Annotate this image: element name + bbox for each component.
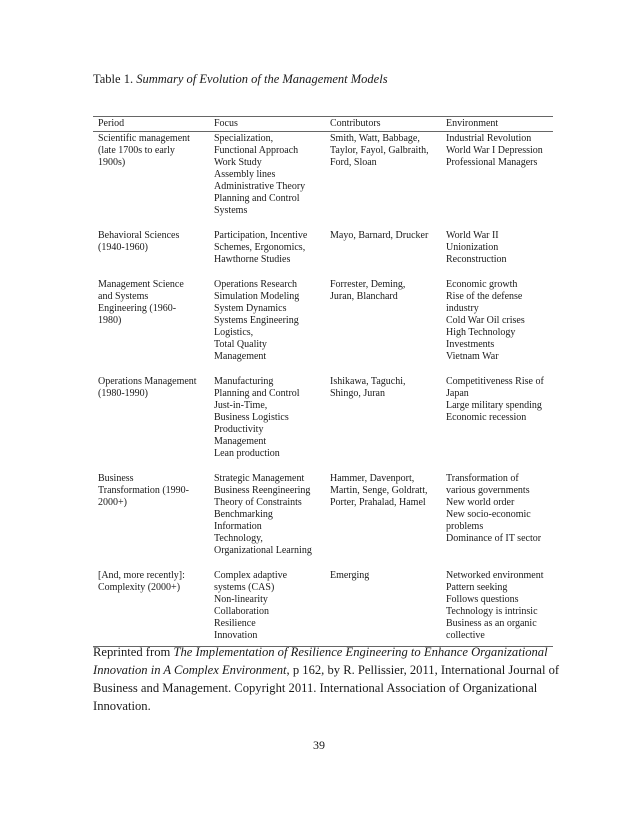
environment-line: Professional Managers: [446, 157, 538, 168]
contributors-line: Emerging: [330, 570, 370, 581]
contributors-line: Juran, Blanchard: [330, 291, 398, 302]
cell-period: [93, 278, 209, 375]
environment-line: New socio-economic: [446, 509, 531, 520]
focus-line: Complex adaptive: [214, 570, 288, 581]
period-line: (1940-1960): [98, 242, 148, 253]
table-row: [93, 375, 553, 472]
cell-environment: [441, 472, 553, 569]
cell-focus: [209, 569, 325, 647]
environment-line: Business as an organic: [446, 618, 537, 629]
contributors-line: Shingo, Juran: [330, 388, 385, 399]
cell-environment: [441, 229, 553, 278]
period-line: 2000+): [98, 497, 127, 508]
source-suffix: , p 162, by R. Pellissier, 2011, International Journal of Business and Management. Copyright 2011. International Association of Organizational Innovation.: [93, 663, 560, 713]
focus-line: Benchmarking: [214, 509, 273, 520]
header-environment: Environment: [441, 117, 553, 132]
focus-line: Non-linearity: [214, 594, 268, 605]
environment-line: Networked environment: [446, 570, 544, 581]
focus-line: Schemes, Ergonomics,: [214, 242, 306, 253]
period-line: 1980): [98, 315, 122, 326]
focus-line: Hawthorne Studies: [214, 254, 291, 265]
focus-line: Functional Approach: [214, 145, 299, 156]
cell-period: [93, 132, 209, 230]
cell-focus: [209, 375, 325, 472]
period-line: [And, more recently]:: [98, 570, 185, 581]
cell-focus: [209, 278, 325, 375]
environment-line: New world order: [446, 497, 515, 508]
environment-line: problems: [446, 521, 484, 532]
environment-line: collective: [446, 630, 485, 641]
table-body: [93, 132, 553, 647]
focus-line: Total Quality: [214, 339, 267, 350]
environment-line: Investments: [446, 339, 495, 350]
contributors-line: Ford, Sloan: [330, 157, 377, 168]
focus-line: Manufacturing: [214, 376, 274, 387]
period-line: Behavioral Sciences: [98, 230, 180, 241]
focus-line: Systems Engineering: [214, 315, 299, 326]
source-title: The Implementation of Resilience Engineering to Enhance Organizational Innovation in A Complex Environment: [93, 645, 548, 677]
header-period: Period: [93, 117, 209, 132]
environment-line: Industrial Revolution: [446, 133, 532, 144]
cell-focus: [209, 472, 325, 569]
focus-line: Lean production: [214, 448, 280, 459]
contributors-line: Forrester, Deming,: [330, 279, 406, 290]
environment-line: Rise of the defense: [446, 291, 523, 302]
environment-line: Large military spending: [446, 400, 542, 411]
environment-line: Follows questions: [446, 594, 519, 605]
focus-line: Logistics,: [214, 327, 254, 338]
table-caption-title: Summary of Evolution of the Management Models: [136, 72, 388, 86]
environment-line: Economic growth: [446, 279, 518, 290]
period-line: and Systems: [98, 291, 149, 302]
contributors-line: Taylor, Fayol, Galbraith,: [330, 145, 429, 156]
environment-line: Cold War Oil crises: [446, 315, 525, 326]
environment-line: Vietnam War: [446, 351, 499, 362]
cell-contributors: [325, 569, 441, 647]
focus-line: Business Logistics: [214, 412, 289, 423]
focus-line: Theory of Constraints: [214, 497, 302, 508]
table-row: [93, 278, 553, 375]
focus-line: Assembly lines: [214, 169, 276, 180]
period-line: Engineering (1960-: [98, 303, 177, 314]
focus-line: Information: [214, 521, 262, 532]
contributors-line: Mayo, Barnard, Drucker: [330, 230, 429, 241]
focus-line: Business Reengineering: [214, 485, 311, 496]
contributors-line: Smith, Watt, Babbage,: [330, 133, 420, 144]
source-note: [93, 643, 563, 715]
cell-period: [93, 472, 209, 569]
table-row: [93, 229, 553, 278]
environment-line: industry: [446, 303, 479, 314]
period-line: (1980-1990): [98, 388, 148, 399]
focus-line: systems (CAS): [214, 582, 275, 593]
period-line: Scientific management: [98, 133, 190, 144]
table-header-row: [93, 117, 553, 132]
focus-line: Resilience: [214, 618, 256, 629]
period-line: 1900s): [98, 157, 126, 168]
focus-line: Participation, Incentive: [214, 230, 308, 241]
cell-environment: [441, 278, 553, 375]
focus-line: Productivity: [214, 424, 264, 435]
cell-contributors: [325, 132, 441, 230]
focus-line: Organizational Learning: [214, 545, 312, 556]
management-models-table: [93, 116, 553, 647]
focus-line: Planning and Control: [214, 193, 300, 204]
cell-period: [93, 569, 209, 647]
contributors-line: Martin, Senge, Goldratt,: [330, 485, 428, 496]
period-line: Business: [98, 473, 134, 484]
period-line: Complexity (2000+): [98, 582, 181, 593]
environment-line: World War II: [446, 230, 499, 241]
cell-contributors: [325, 278, 441, 375]
cell-period: [93, 375, 209, 472]
cell-focus: [209, 229, 325, 278]
cell-environment: [441, 569, 553, 647]
cell-contributors: [325, 229, 441, 278]
contributors-line: Porter, Prahalad, Hamel: [330, 497, 426, 508]
focus-line: Planning and Control: [214, 388, 300, 399]
focus-line: Collaboration: [214, 606, 269, 617]
environment-line: Japan: [446, 388, 469, 399]
environment-line: World War I Depression: [446, 145, 543, 156]
focus-line: Simulation Modeling: [214, 291, 300, 302]
table-caption-label: Table 1.: [93, 72, 137, 86]
environment-line: various governments: [446, 485, 530, 496]
page-number: 39: [313, 738, 325, 752]
focus-line: Strategic Management: [214, 473, 305, 484]
table-row: [93, 569, 553, 647]
contributors-line: Hammer, Davenport,: [330, 473, 415, 484]
cell-environment: [441, 375, 553, 472]
focus-line: Specialization,: [214, 133, 274, 144]
environment-line: Reconstruction: [446, 254, 507, 265]
focus-line: Innovation: [214, 630, 258, 641]
header-contributors: Contributors: [325, 117, 441, 132]
environment-line: Competitiveness Rise of: [446, 376, 544, 387]
focus-line: Management: [214, 436, 267, 447]
environment-line: Pattern seeking: [446, 582, 508, 593]
environment-line: Transformation of: [446, 473, 519, 484]
focus-line: Work Study: [214, 157, 262, 168]
focus-line: Technology,: [214, 533, 263, 544]
cell-focus: [209, 132, 325, 230]
period-line: Operations Management: [98, 376, 197, 387]
focus-line: Just-in-Time,: [214, 400, 268, 411]
cell-period: [93, 229, 209, 278]
contributors-line: Ishikawa, Taguchi,: [330, 376, 406, 387]
focus-line: Operations Research: [214, 279, 298, 290]
environment-line: Dominance of IT sector: [446, 533, 542, 544]
table-row: [93, 132, 553, 230]
table-row: [93, 472, 553, 569]
environment-line: Technology is intrinsic: [446, 606, 538, 617]
period-line: (late 1700s to early: [98, 145, 175, 156]
focus-line: Administrative Theory: [214, 181, 306, 192]
header-focus: Focus: [209, 117, 325, 132]
environment-line: High Technology: [446, 327, 516, 338]
period-line: Transformation (1990-: [98, 485, 190, 496]
focus-line: System Dynamics: [214, 303, 287, 314]
period-line: Management Science: [98, 279, 184, 290]
table-caption: [93, 72, 388, 87]
focus-line: Management: [214, 351, 267, 362]
environment-line: Economic recession: [446, 412, 527, 423]
focus-line: Systems: [214, 205, 248, 216]
environment-line: Unionization: [446, 242, 499, 253]
source-prefix: Reprinted from: [93, 645, 174, 659]
cell-contributors: [325, 472, 441, 569]
cell-environment: [441, 132, 553, 230]
cell-contributors: [325, 375, 441, 472]
